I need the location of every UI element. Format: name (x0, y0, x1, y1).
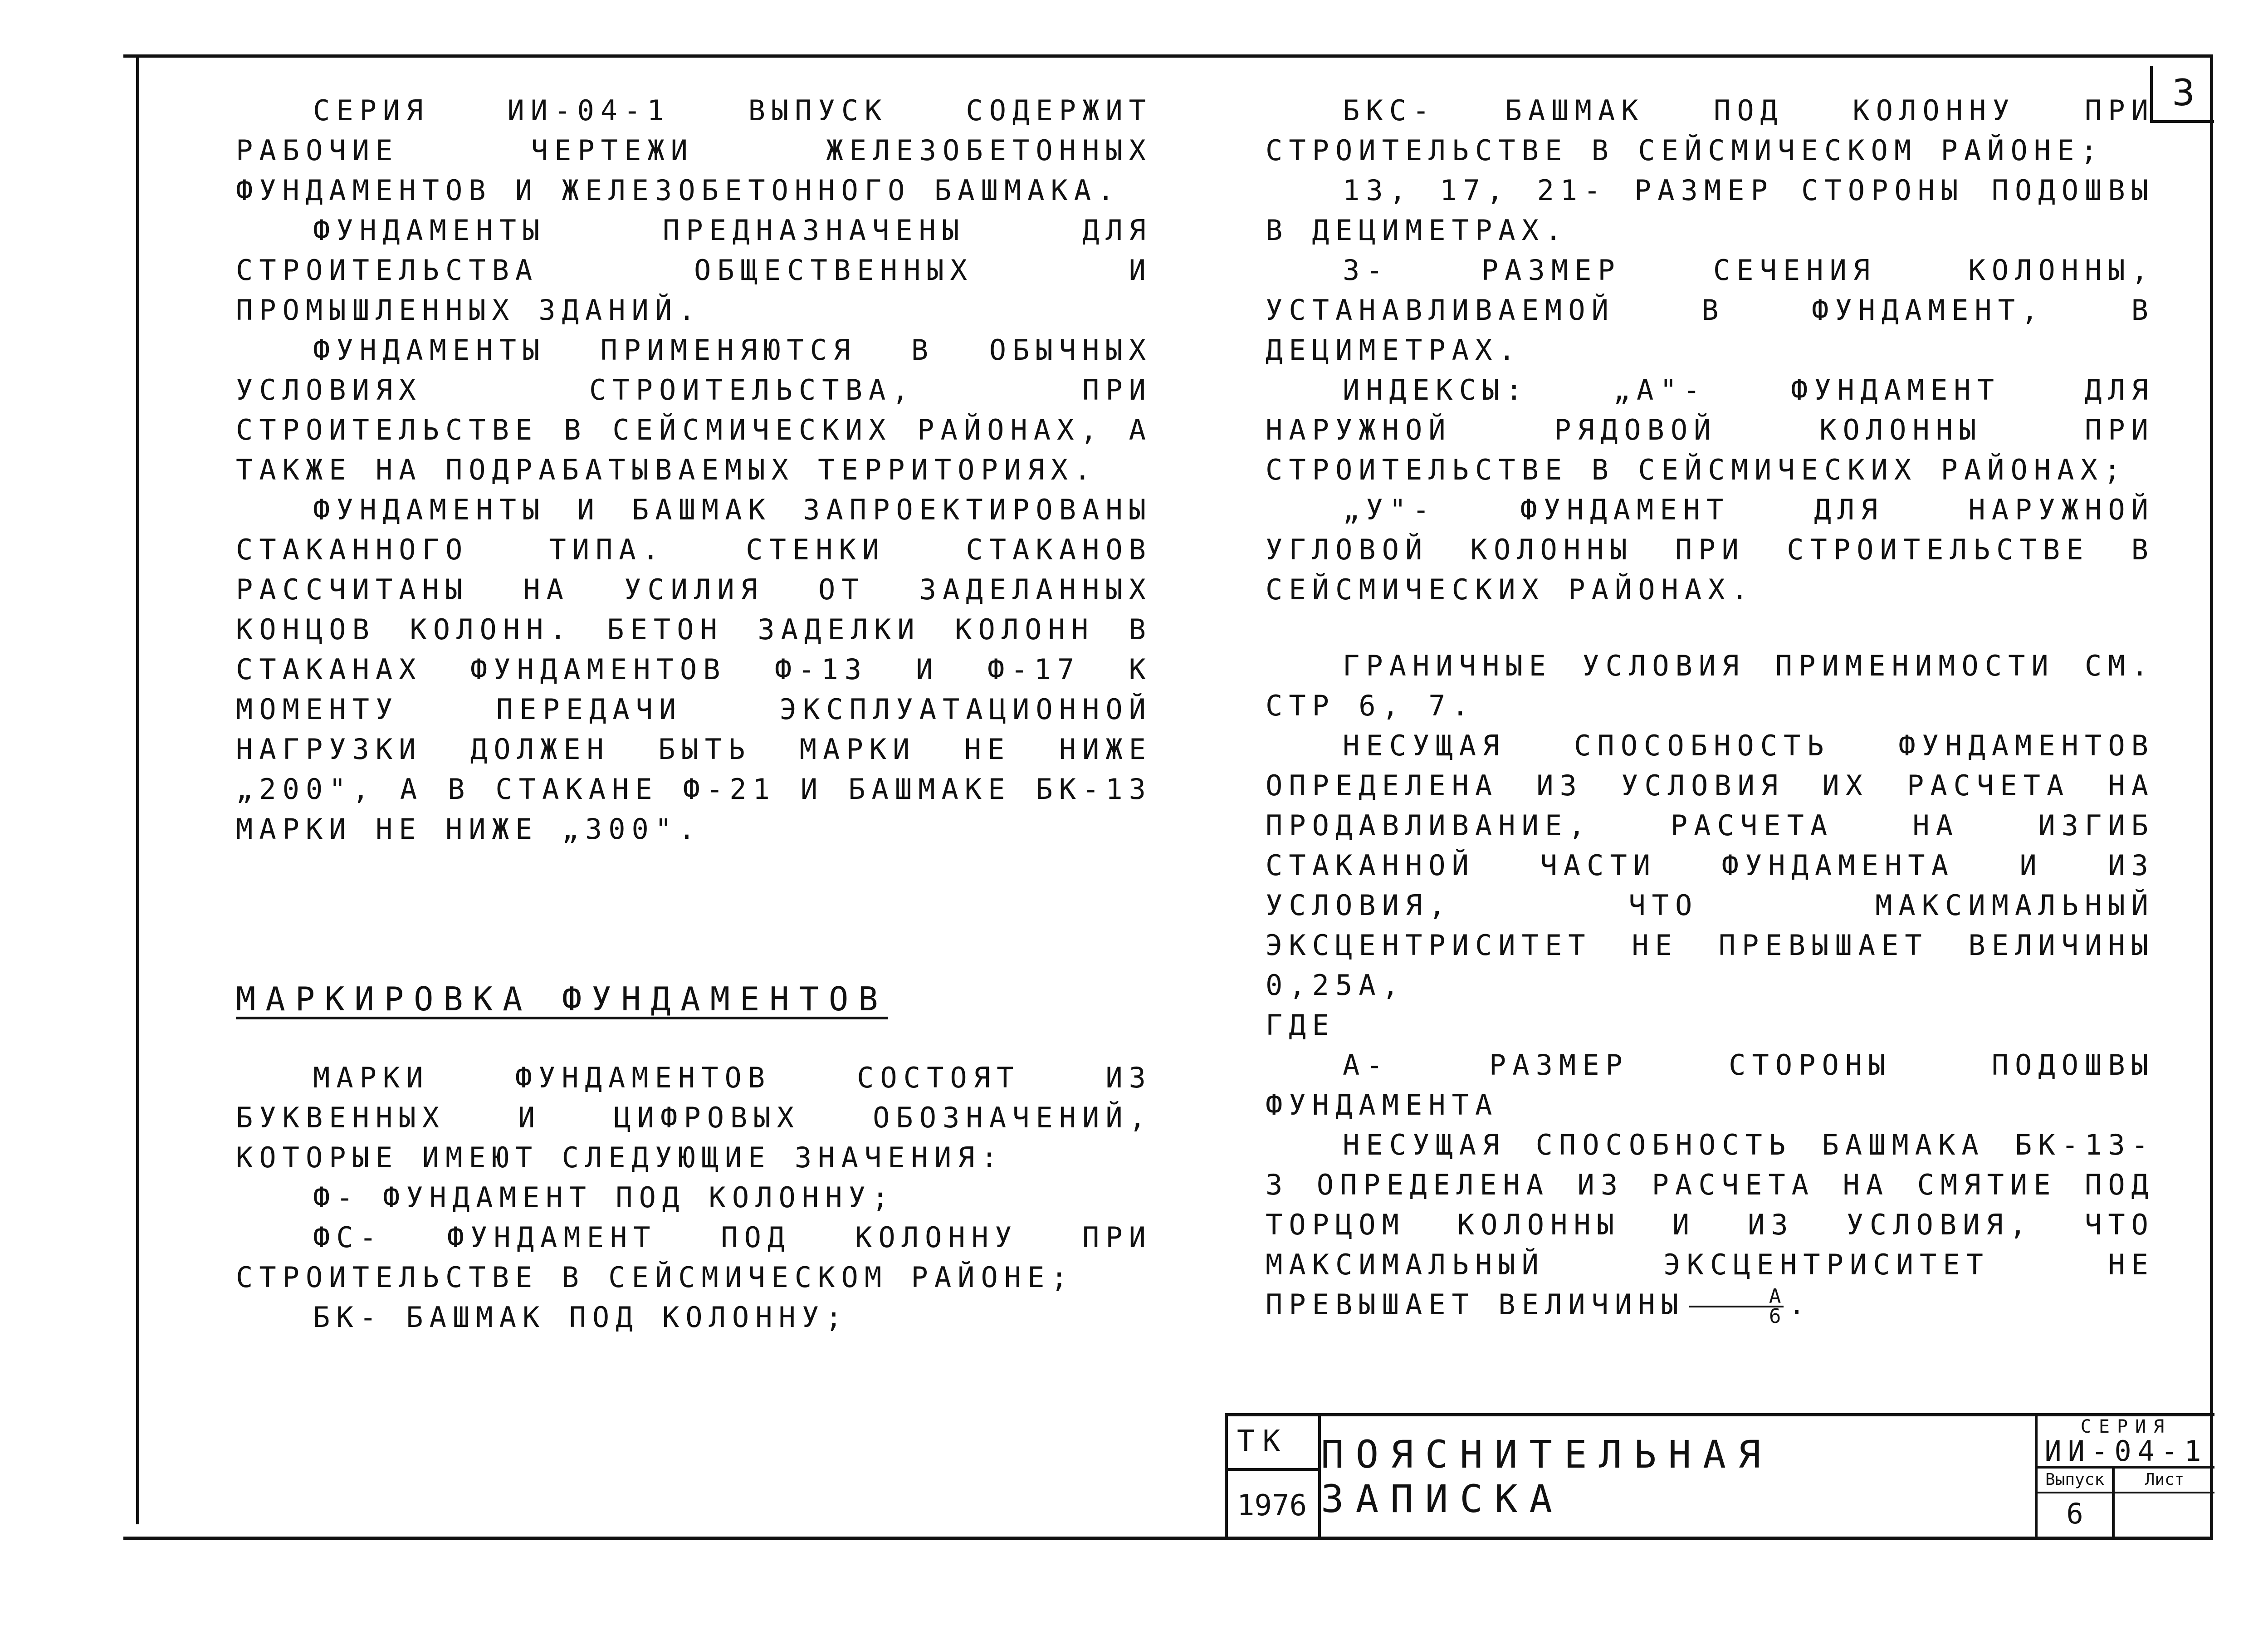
intro-paragraph: СЕРИЯ ИИ-04-1 ВЫПУСК СОДЕРЖИТ РАБОЧИЕ ЧЕРТЕЖИ ЖЕЛЕЗОБЕТОННЫХ ФУНДАМЕНТОВ И ЖЕЛЕЗОБЕТОННОГО БАШМАКА. (236, 94, 1152, 207)
fraction-tail: . (1788, 1288, 1812, 1321)
shoe-capacity-text: НЕСУЩАЯ СПОСОБНОСТЬ БАШМАКА БК-13-3 ОПРЕДЕЛЕНА ИЗ РАСЧЕТА НА СМЯТИЕ ПОД ТОРЦОМ КОЛОННЫ И ИЗ УСЛОВИЯ, ЧТО МАКСИМАЛЬНЫЙ ЭКСЦЕНТРИСИТЕТ НЕ ПРЕВЫШАЕТ ВЕЛИЧИНЫ (1266, 1128, 2155, 1321)
fraction (1689, 1284, 1784, 1328)
index-item: „У"- ФУНДАМЕНТ ДЛЯ НАРУЖНОЙ УГЛОВОЙ КОЛОННЫ ПРИ СТРОИТЕЛЬСТВЕ В СЕЙСМИЧЕСКИХ РАЙОНАХ. (1266, 493, 2155, 606)
fraction-numerator: А (1689, 1288, 1784, 1307)
stamp-year: 1976 (1228, 1471, 1321, 1537)
sheet-left-border (136, 54, 139, 1524)
marking-item: ФС- ФУНДАМЕНТ ПОД КОЛОННУ ПРИ СТРОИТЕЛЬСТВЕ В СЕЙСМИЧЕСКОМ РАЙОНЕ; (236, 1221, 1152, 1294)
index-item: ИНДЕКСЫ: „А"- ФУНДАМЕНТ ДЛЯ НАРУЖНОЙ РЯДОВОЙ КОЛОННЫ ПРИ СТРОИТЕЛЬСТВЕ В СЕЙСМИЧЕСКИХ РАЙОНАХ; (1266, 373, 2155, 486)
marking-item: БК- БАШМАК ПОД КОЛОННУ; (313, 1301, 849, 1334)
marking-heading (236, 976, 1152, 1022)
page-number: 3 (2150, 66, 2214, 123)
marking-item: Ф- ФУНДАМЕНТ ПОД КОЛОННУ; (313, 1181, 895, 1214)
purpose-paragraph: ФУНДАМЕНТЫ ПРЕДНАЗНАЧЕНЫ ДЛЯ СТРОИТЕЛЬСТВА ОБЩЕСТВЕННЫХ И ПРОМЫШЛЕННЫХ ЗДАНИЙ. (236, 214, 1152, 327)
stamp-sheet-label: Лист (2115, 1469, 2214, 1493)
application-paragraph: ФУНДАМЕНТЫ ПРИМЕНЯЮТСЯ В ОБЫЧНЫХ УСЛОВИЯХ СТРОИТЕЛЬСТВА, ПРИ СТРОИТЕЛЬСТВЕ В СЕЙСМИЧЕСКИХ РАЙОНАХ, А ТАКЖЕ НА ПОДРАБАТЫВАЕМЫХ ТЕРРИТОРИЯХ. (236, 333, 1152, 486)
shoe-capacity-paragraph (1266, 1125, 2155, 1326)
marking-heading-text: МАРКИРОВКА ФУНДАМЕНТОВ (236, 980, 888, 1018)
fraction-denominator: 6 (1769, 1304, 1781, 1328)
marking-item: 3- РАЗМЕР СЕЧЕНИЯ КОЛОННЫ, УСТАНАВЛИВАЕМОЙ В ФУНДАМЕНТ, В ДЕЦИМЕТРАХ. (1266, 254, 2155, 367)
marking-item: БКС- БАШМАК ПОД КОЛОННУ ПРИ СТРОИТЕЛЬСТВЕ В СЕЙСМИЧЕСКОМ РАЙОНЕ; (1266, 94, 2155, 167)
stamp-series-label: СЕРИЯ (2080, 1416, 2172, 1437)
stamp-title: ПОЯСНИТЕЛЬНАЯ ЗАПИСКА (1321, 1416, 2038, 1537)
where-label: ГДЕ (1266, 1008, 1335, 1042)
stamp-issue-value: 6 (2038, 1493, 2115, 1537)
boundary-conditions: ГРАНИЧНЫЕ УСЛОВИЯ ПРИМЕНИМОСТИ СМ. СТР 6, 7. (1266, 649, 2155, 722)
stamp-code: ТК (1228, 1416, 1321, 1471)
design-paragraph: ФУНДАМЕНТЫ И БАШМАК ЗАПРОЕКТИРОВАНЫ СТАКАННОГО ТИПА. СТЕНКИ СТАКАНОВ РАССЧИТАНЫ НА УСИЛИЯ ОТ ЗАДЕЛАННЫХ КОНЦОВ КОЛОНН. БЕТОН ЗАДЕЛКИ КОЛОНН В СТАКАНАХ ФУНДАМЕНТОВ Ф-13 И Ф-17 К МОМЕНТУ ПЕРЕДАЧИ ЭКСПЛУАТАЦИОННОЙ НАГРУЗКИ ДОЛЖЕН БЫТЬ МАРКИ НЕ НИЖЕ „200", А В СТАКАНЕ Ф-21 И БАШМАКЕ БК-13 МАРКИ НЕ НИЖЕ „300". (236, 493, 1152, 846)
stamp-sheet-value (2115, 1493, 2214, 1537)
stamp-series-value: ИИ-04-1 (2038, 1434, 2214, 1469)
left-column (236, 91, 1152, 1337)
marking-item: 13, 17, 21- РАЗМЕР СТОРОНЫ ПОДОШВЫ В ДЕЦИМЕТРАХ. (1266, 174, 2155, 247)
stamp-issue-label: Выпуск (2038, 1469, 2115, 1493)
marking-intro: МАРКИ ФУНДАМЕНТОВ СОСТОЯТ ИЗ БУКВЕННЫХ И ЦИФРОВЫХ ОБОЗНАЧЕНИЙ, КОТОРЫЕ ИМЕЮТ СЛЕДУЮЩИЕ ЗНАЧЕНИЯ: (236, 1061, 1152, 1174)
a-definition: А- РАЗМЕР СТОРОНЫ ПОДОШВЫ ФУНДАМЕНТА (1266, 1048, 2155, 1121)
title-block (1225, 1413, 2214, 1537)
capacity-paragraph: НЕСУЩАЯ СПОСОБНОСТЬ ФУНДАМЕНТОВ ОПРЕДЕЛЕНА ИЗ УСЛОВИЯ ИХ РАСЧЕТА НА ПРОДАВЛИВАНИЕ, РАСЧЕТА НА ИЗГИБ СТАКАННОЙ ЧАСТИ ФУНДАМЕНТА И ИЗ УСЛОВИЯ, ЧТО МАКСИМАЛЬНЫЙ ЭКСЦЕНТРИСИТЕТ НЕ ПРЕВЫШАЕТ ВЕЛИЧИНЫ 0,25А, (1266, 729, 2155, 1002)
right-column (1266, 91, 2155, 1326)
